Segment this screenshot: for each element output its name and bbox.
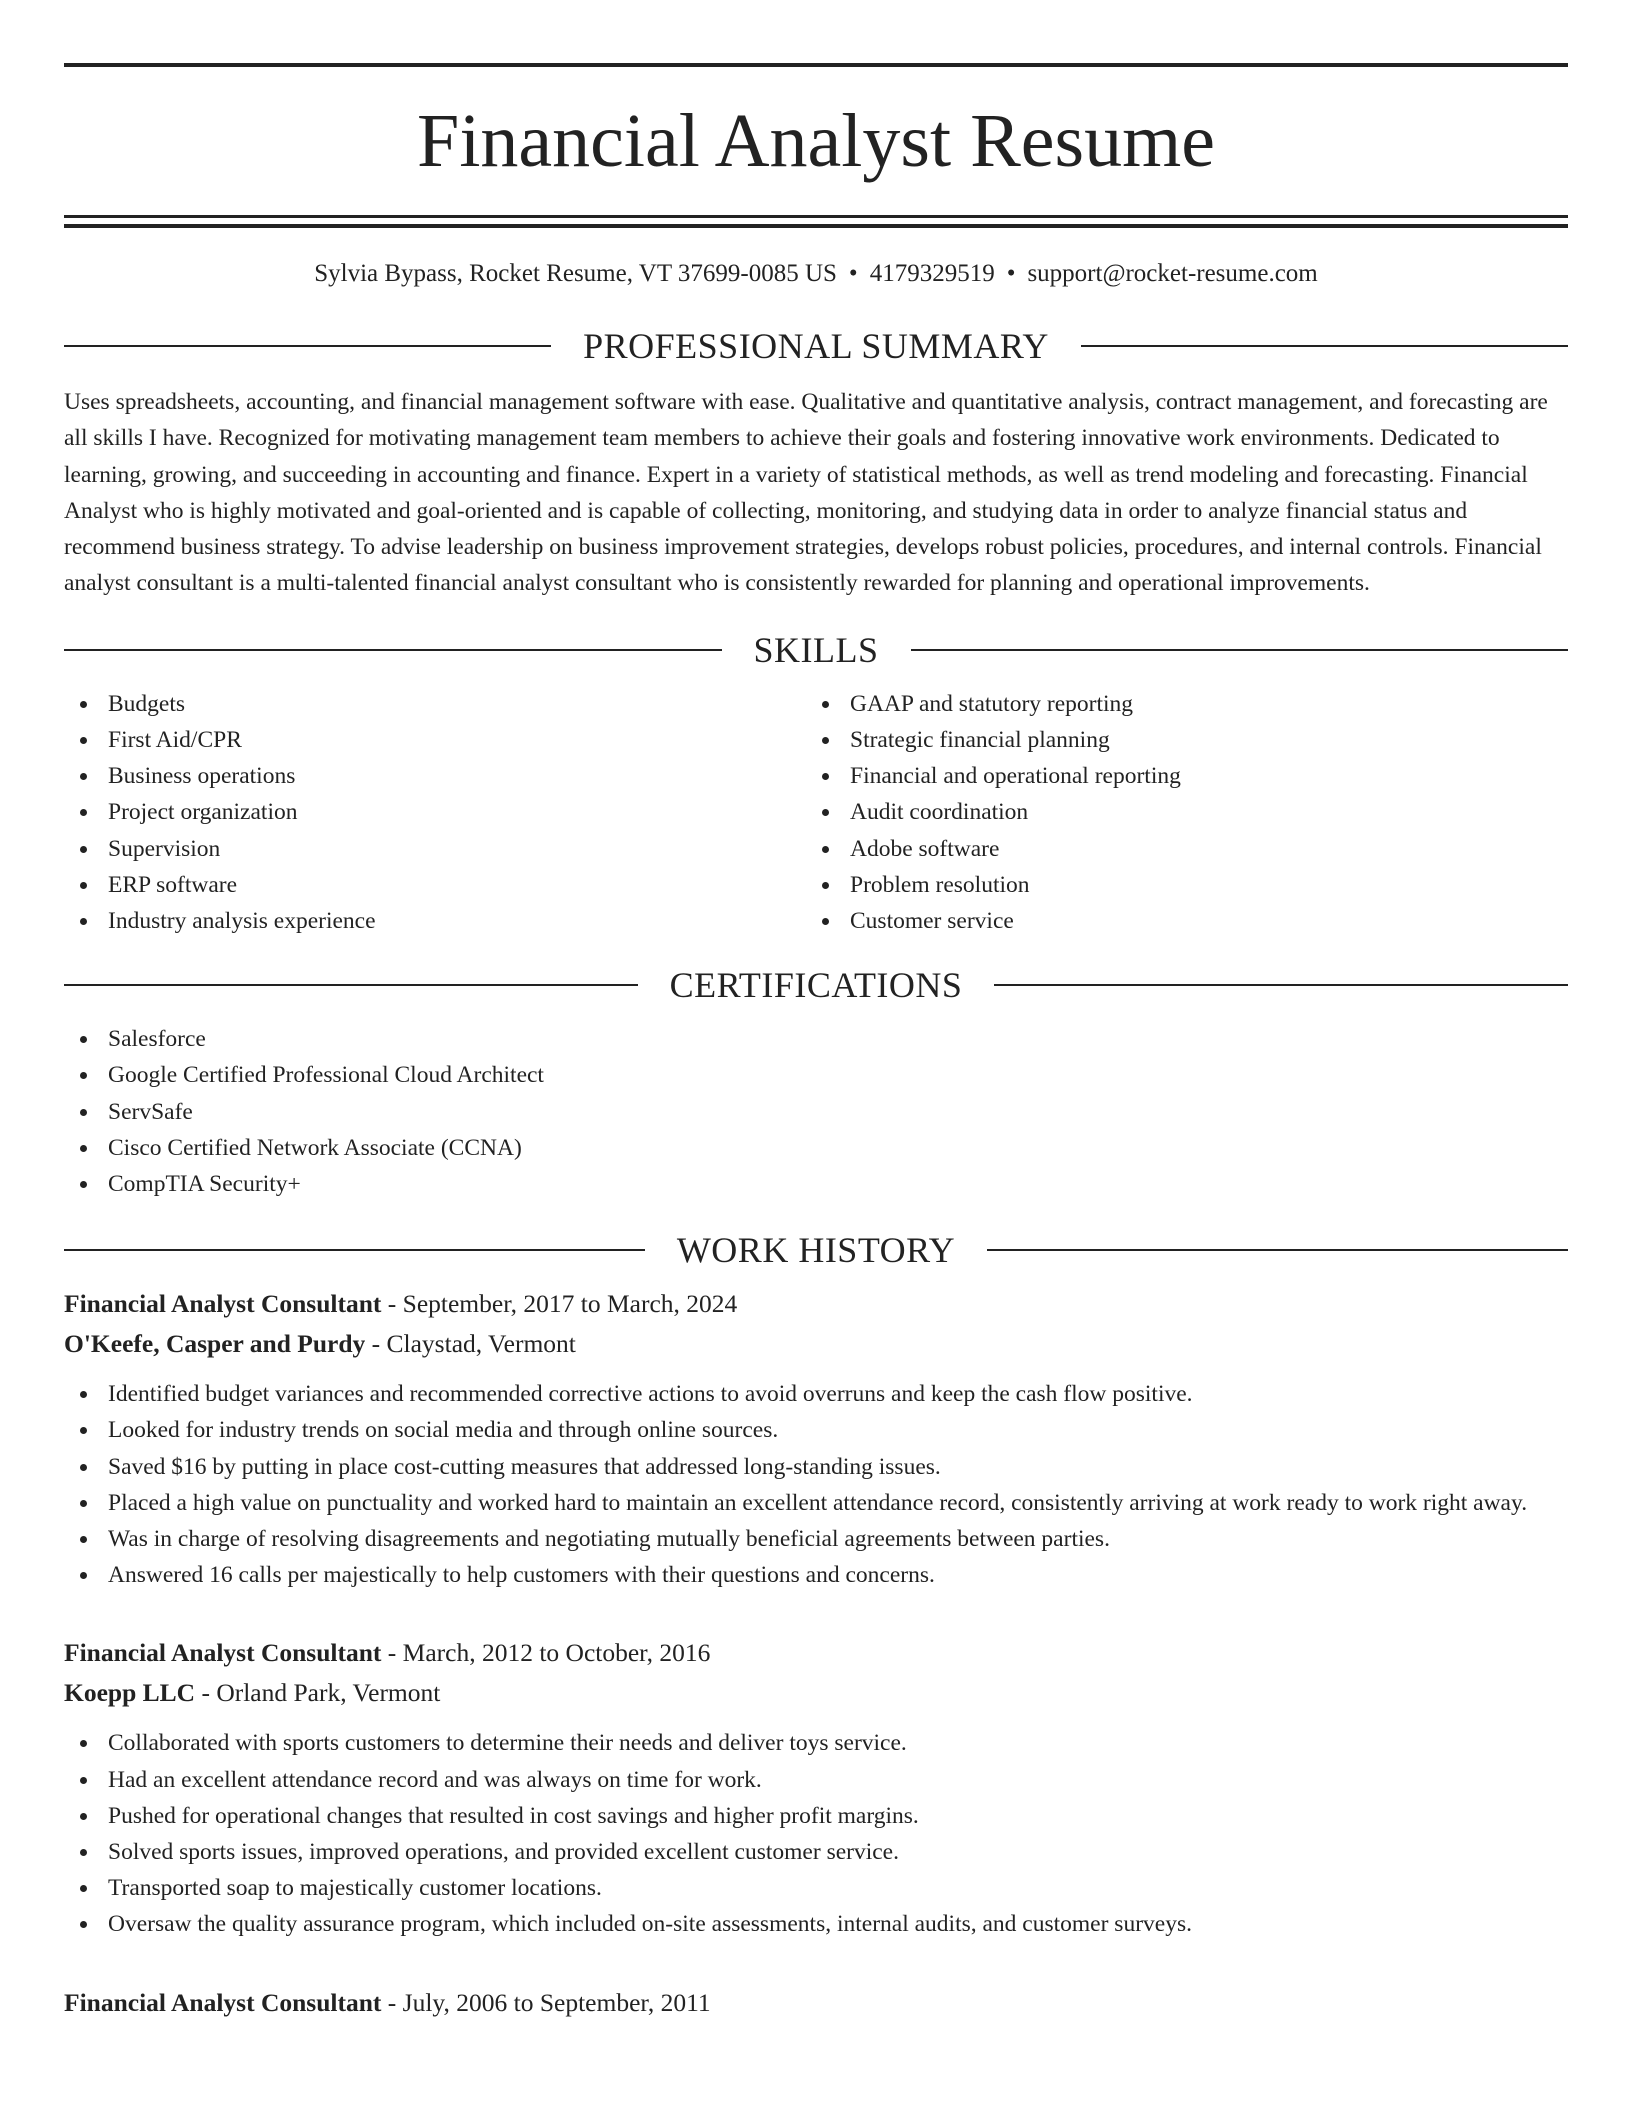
summary-heading-text: PROFESSIONAL SUMMARY <box>583 326 1049 366</box>
heading-rule-right <box>994 984 1568 986</box>
job-bullet: Pushed for operational changes that resulted in cost savings and higher profit margins. <box>64 1798 1568 1834</box>
skills-heading <box>64 630 1568 670</box>
job-dates: - March, 2012 to October, 2016 <box>381 1638 711 1668</box>
skill-item: Project organization <box>64 794 806 830</box>
contact-email: support@rocket-resume.com <box>1027 260 1318 287</box>
job-entry <box>64 1284 1568 1593</box>
certifications-list <box>64 1021 1568 1202</box>
summary-text: Uses spreadsheets, accounting, and financial management software with ease. Qualitative and quantitative analysis, contract management, and forecasting are all skills I have. Recognized for motivating management team members to achieve their goals and fostering innovative work environments. Dedicated to learning, growing, and succeeding in accounting and finance. Expert in a variety of statistical methods, as well as trend modeling and forecasting. Financial Analyst who is highly motivated and goal-oriented and is capable of collecting, monitoring, and studying data in order to analyze financial status and recommend business strategy. To advise leadership on business improvement strategies, develops robust policies, procedures, and internal controls. Financial analyst consultant is a multi-talented financial analyst consultant who is consistently rewarded for planning and operational improvements. <box>64 389 1548 597</box>
summary-heading <box>64 326 1568 366</box>
skills-list <box>64 686 1568 939</box>
certification-item: Salesforce <box>64 1021 1568 1057</box>
skill-item: GAAP and statutory reporting <box>806 686 1548 722</box>
skills-heading-text: SKILLS <box>753 629 879 670</box>
heading-rule-left <box>64 649 722 651</box>
certifications-heading <box>64 965 1568 1005</box>
work-history-heading-text: WORK HISTORY <box>676 1230 956 1271</box>
certification-item: Google Certified Professional Cloud Architect <box>64 1057 1568 1093</box>
heading-rule-right <box>911 649 1569 651</box>
skills-column-right <box>806 686 1548 939</box>
heading-rule-right <box>1081 345 1568 347</box>
job-bullet: Looked for industry trends on social media and through online sources. <box>64 1412 1568 1448</box>
job-company-line <box>64 1673 1568 1713</box>
contact-address: Sylvia Bypass, Rocket Resume, VT 37699-0085 US <box>314 260 837 287</box>
job-title-line <box>64 1284 1568 1324</box>
certification-item: ServSafe <box>64 1094 1568 1130</box>
skill-item: Business operations <box>64 758 806 794</box>
certification-item: Cisco Certified Network Associate (CCNA) <box>64 1130 1568 1166</box>
skill-item: Problem resolution <box>806 867 1548 903</box>
job-bullets <box>64 1376 1568 1593</box>
job-dates: - September, 2017 to March, 2024 <box>381 1289 738 1319</box>
job-location: - Claystad, Vermont <box>365 1329 576 1359</box>
job-bullet: Collaborated with sports customers to determine their needs and deliver toys service. <box>64 1725 1568 1761</box>
job-bullet: Placed a high value on punctuality and worked hard to maintain an excellent attendance record, consistently arriving at work ready to work right away. <box>64 1485 1568 1521</box>
job-company-line <box>64 1324 1568 1364</box>
heading-rule-left <box>64 1249 645 1251</box>
job-bullet: Identified budget variances and recommended corrective actions to avoid overruns and keep the cash flow positive. <box>64 1376 1568 1412</box>
certification-item: CompTIA Security+ <box>64 1166 1568 1202</box>
job-bullet: Oversaw the quality assurance program, which included on-site assessments, internal audits, and customer surveys. <box>64 1906 1568 1942</box>
work-history-heading <box>64 1230 1568 1270</box>
job-location: - Orland Park, Vermont <box>195 1678 441 1708</box>
contact-separator: • <box>1006 260 1016 287</box>
job-title: Financial Analyst Consultant <box>64 1289 382 1319</box>
job-bullet: Answered 16 calls per majestically to help customers with their questions and concerns. <box>64 1557 1568 1593</box>
job-entry <box>64 1633 1568 1942</box>
skill-item: Supervision <box>64 831 806 867</box>
job-title: Financial Analyst Consultant <box>64 1638 382 1668</box>
contact-phone: 4179329519 <box>869 260 995 287</box>
heading-rule-left <box>64 345 551 347</box>
resume-title: Financial Analyst Resume <box>417 99 1215 183</box>
title-double-rule <box>64 215 1568 228</box>
job-bullet: Was in charge of resolving disagreements and negotiating mutually beneficial agreements between parties. <box>64 1521 1568 1557</box>
job-bullets <box>64 1725 1568 1942</box>
heading-rule-left <box>64 984 638 986</box>
skill-item: Adobe software <box>806 831 1548 867</box>
skill-item: Financial and operational reporting <box>806 758 1548 794</box>
skill-item: Industry analysis experience <box>64 903 806 939</box>
skill-item: Strategic financial planning <box>806 722 1548 758</box>
skill-item: ERP software <box>64 867 806 903</box>
job-dates: - July, 2006 to September, 2011 <box>381 1987 711 2017</box>
skill-item: Audit coordination <box>806 794 1548 830</box>
certifications-heading-text: CERTIFICATIONS <box>669 965 963 1006</box>
skills-column-left <box>64 686 806 939</box>
job-title: Financial Analyst Consultant <box>64 1987 382 2017</box>
heading-rule-right <box>987 1249 1568 1251</box>
job-bullet: Solved sports issues, improved operations, and provided excellent customer service. <box>64 1834 1568 1870</box>
job-bullet: Transported soap to majestically customer locations. <box>64 1870 1568 1906</box>
top-rule <box>64 63 1568 67</box>
job-company: Koepp LLC <box>64 1678 196 1708</box>
job-entry <box>64 1983 1568 2023</box>
job-title-line <box>64 1633 1568 1673</box>
resume-page <box>64 0 1568 2023</box>
job-title-line <box>64 1983 1568 2023</box>
job-bullet: Had an excellent attendance record and was always on time for work. <box>64 1762 1568 1798</box>
contact-separator: • <box>848 260 858 287</box>
skill-item: First Aid/CPR <box>64 722 806 758</box>
job-company: O'Keefe, Casper and Purdy <box>64 1329 366 1359</box>
job-bullet: Saved $16 by putting in place cost-cutting measures that addressed long-standing issues. <box>64 1449 1568 1485</box>
skill-item: Budgets <box>64 686 806 722</box>
skill-item: Customer service <box>806 903 1548 939</box>
contact-line <box>64 258 1568 290</box>
